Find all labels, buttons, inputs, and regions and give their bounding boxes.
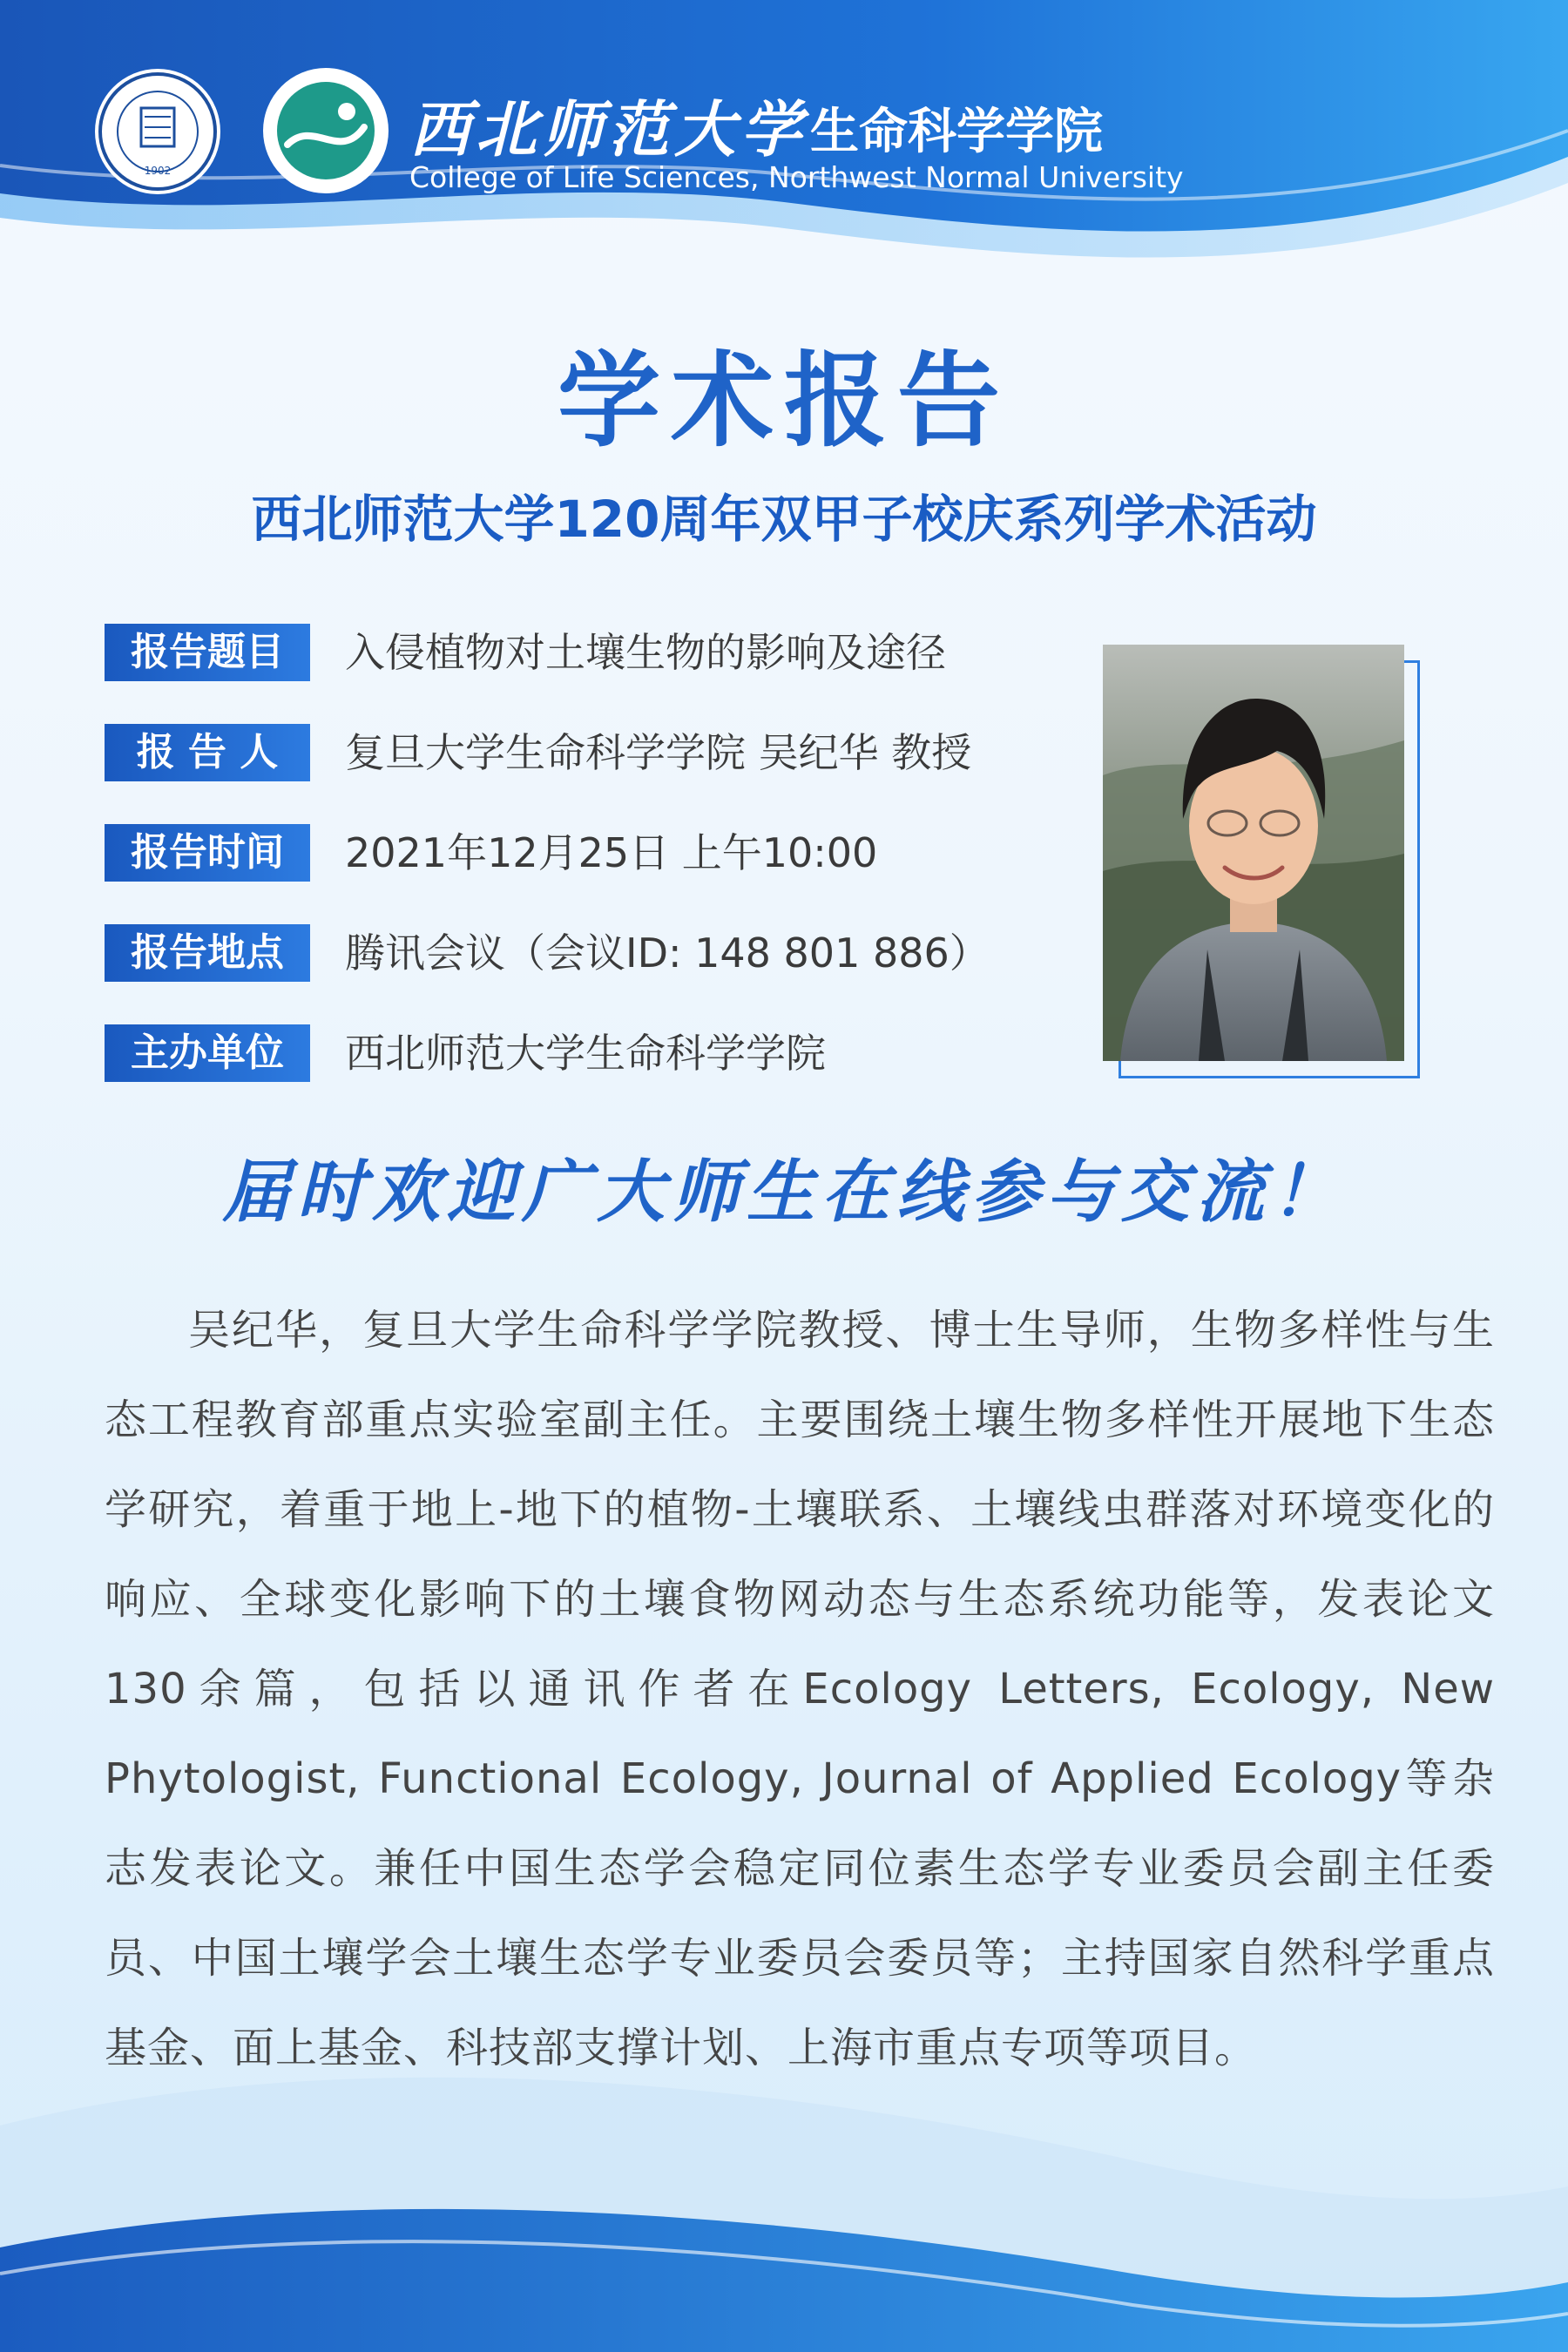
bottom-wave-decoration <box>0 1986 1568 2352</box>
main-title: 学术报告 <box>557 341 1010 461</box>
info-value: 西北师范大学生命科学学院 <box>345 1030 826 1077</box>
college-name-en: College of Life Sciences, Northwest Normal University <box>409 160 1184 194</box>
seal-year: 1902 <box>144 165 172 177</box>
info-value: 2021年12月25日 上午10:00 <box>345 829 878 876</box>
college-name-cn: 生命科学学院 <box>810 104 1103 160</box>
university-seal-logo <box>92 66 223 197</box>
sub-title: 西北师范大学120周年双甲子校庆系列学术活动 <box>251 490 1317 549</box>
info-label: 报告地点 <box>105 924 310 982</box>
welcome-slogan: 届时欢迎广大师生在线参与交流！ <box>221 1152 1346 1232</box>
info-value: 入侵植物对土壤生物的影响及途径 <box>345 629 946 676</box>
school-name-cn: 西北师范大学 <box>409 93 807 166</box>
speaker-photo <box>1103 645 1404 1061</box>
info-value: 腾讯会议（会议ID: 148 801 886） <box>345 929 990 977</box>
info-value: 复旦大学生命科学学院 吴纪华 教授 <box>345 729 972 776</box>
info-label: 报告时间 <box>105 824 310 882</box>
college-logo <box>261 66 390 195</box>
speaker-bio: 吴纪华，复旦大学生命科学学院教授、博士生导师，生物多样性与生态工程教育部重点实验室副主任。主要围绕土壤生物多样性开展地下生态学研究，着重于地上-地下的植物-土壤联系、土壤线虫群落对环境变化的响应、全球变化影响下的土壤食物网动态与生态系统功能等，发表论文130余篇，包括以通讯作者在Ecology Letters, Ecology, New Phytologist, Functional Ecology, Journal of Applied Ecology等杂志发表论文。兼任中国生态学会稳定同位素生态学专业委员会副主任委员、中国土壤学会土壤生态学专业委员会委员等；主持国家自然科学重点基金、面上基金、科技部支撑计划、上海市重点专项等项目。 <box>105 1306 1495 2072</box>
info-label: 报 告 人 <box>105 724 310 781</box>
info-label: 主办单位 <box>105 1024 310 1082</box>
info-label: 报告题目 <box>105 624 310 681</box>
